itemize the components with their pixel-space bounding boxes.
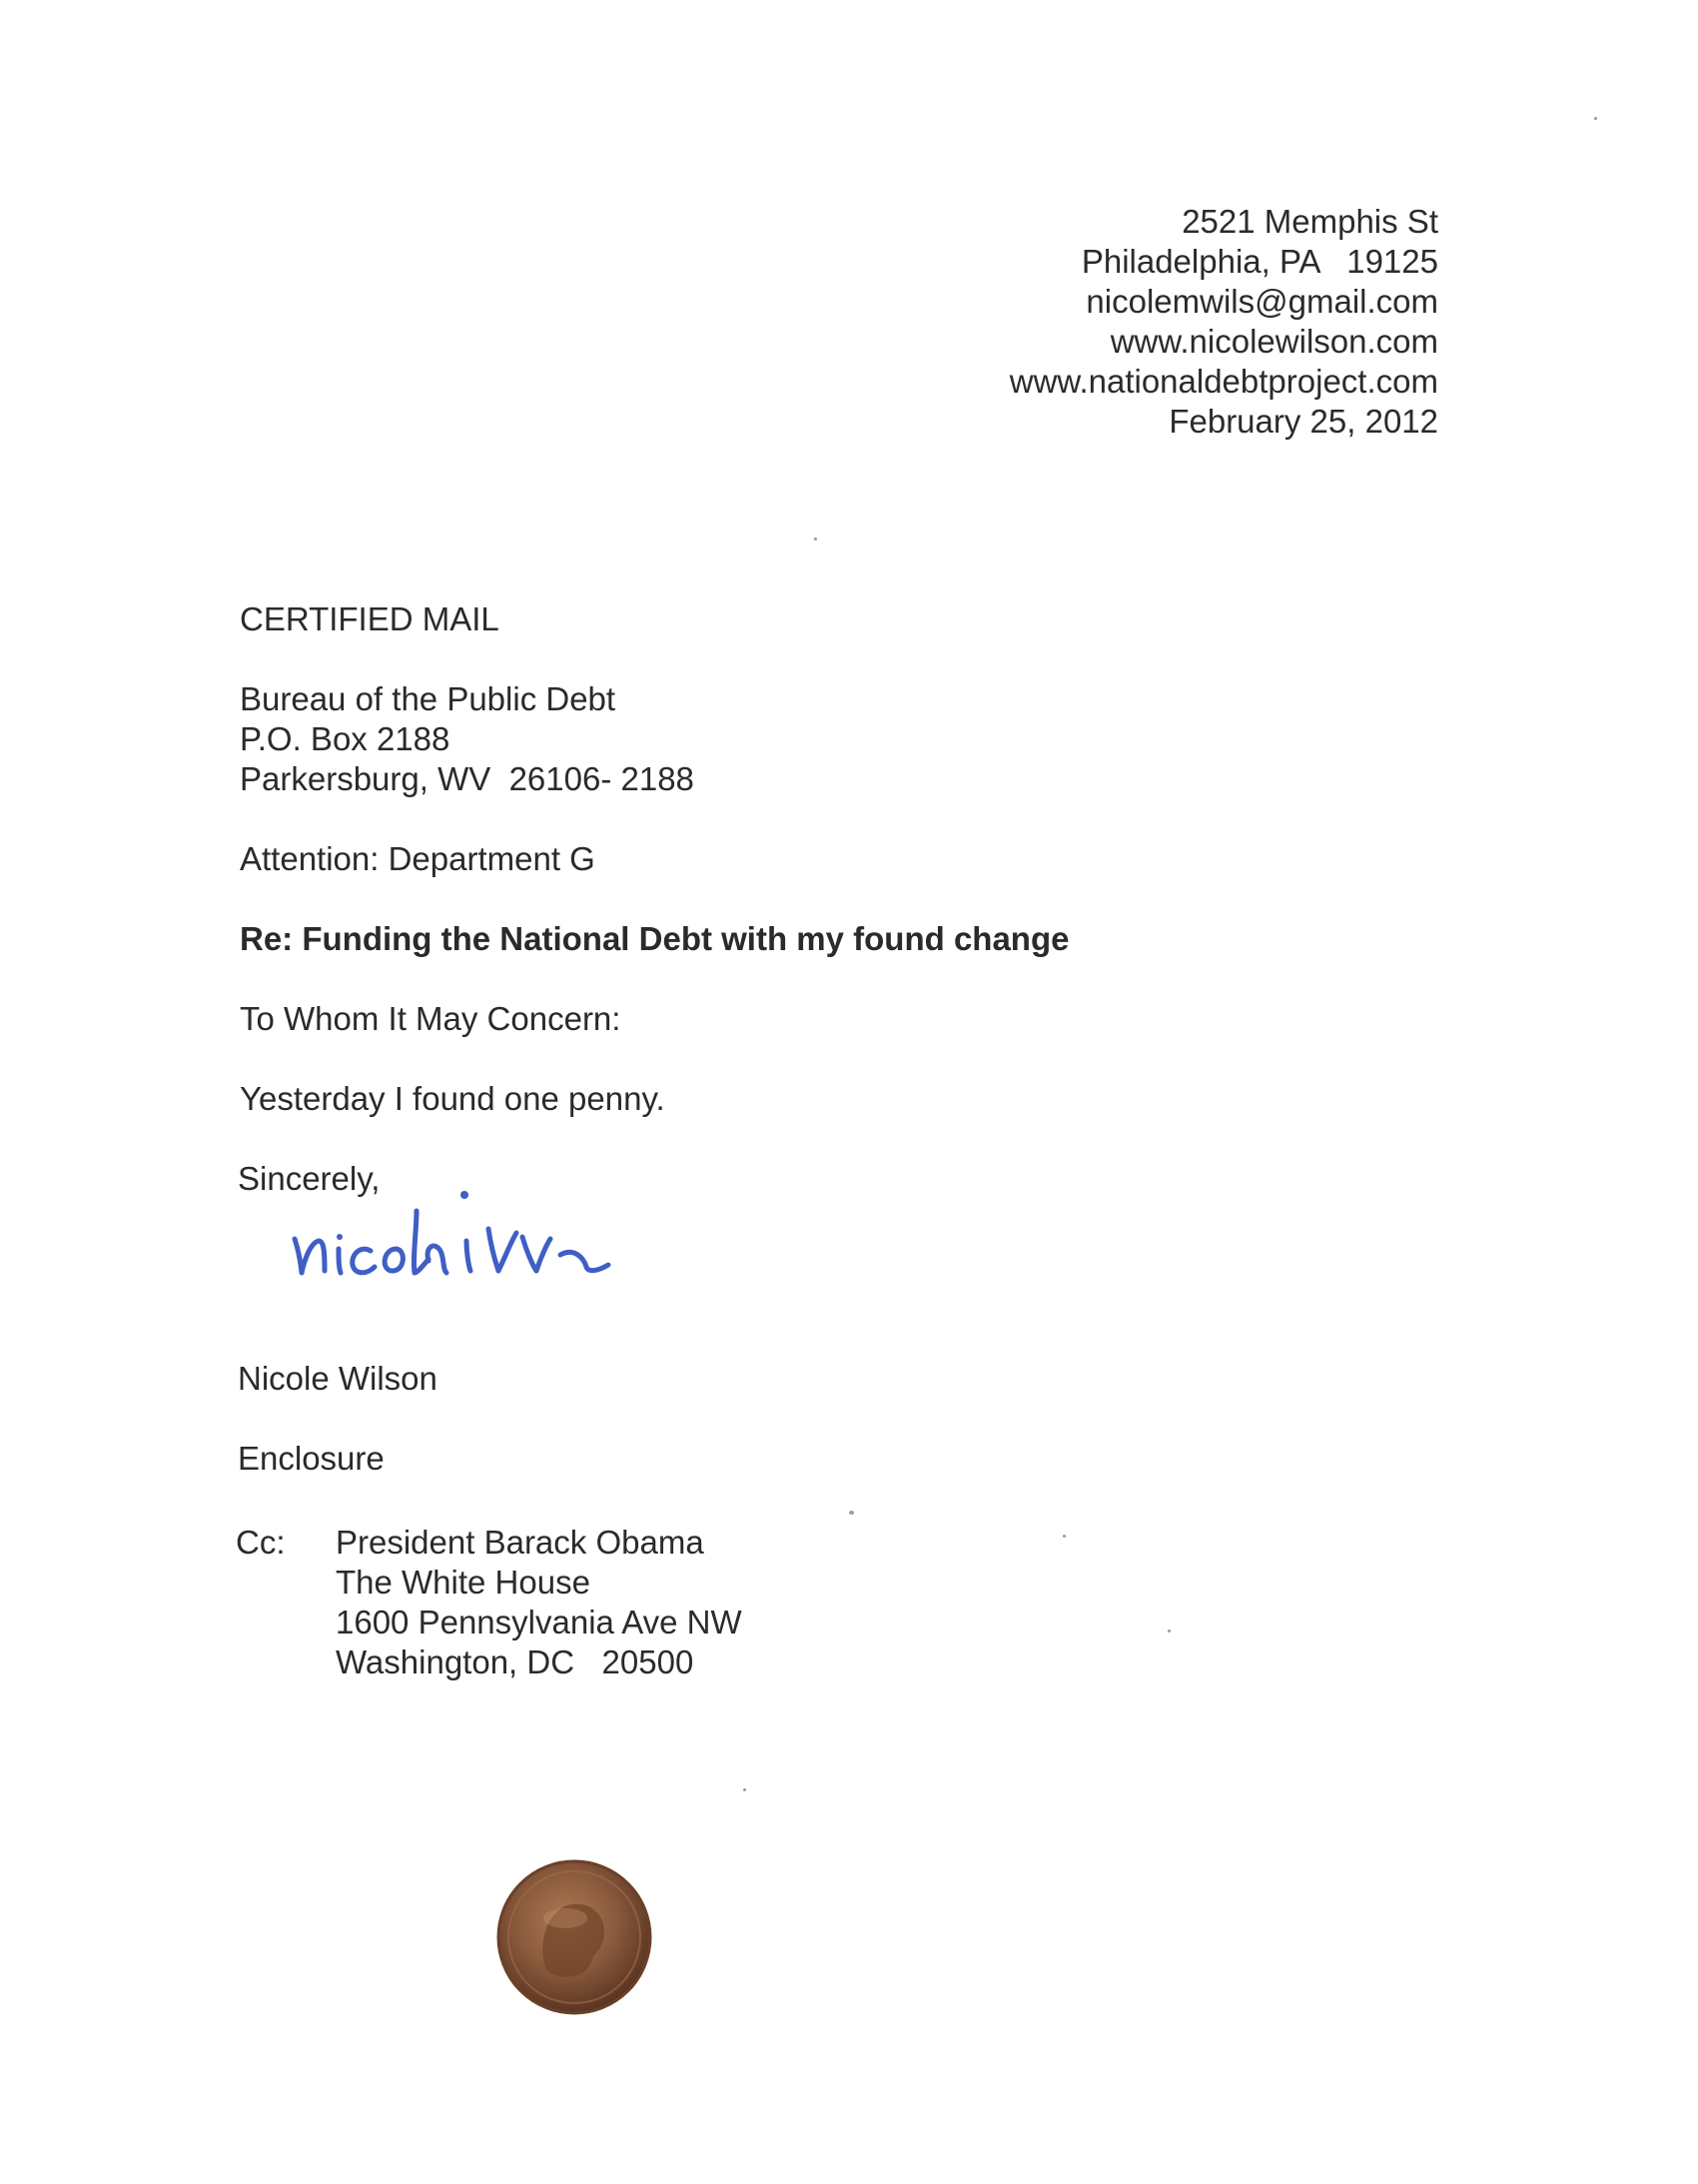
sender-email: nicolemwils@gmail.com: [1086, 283, 1438, 320]
paper-speck: [743, 1788, 746, 1791]
paper-speck: [814, 538, 817, 541]
paper-speck: [1594, 117, 1597, 120]
mail-type-label: CERTIFIED MAIL: [240, 600, 499, 637]
recipient-name: Bureau of the Public Debt: [240, 680, 616, 717]
cc-city-state-zip: Washington, DC 20500: [336, 1643, 694, 1680]
signer-name: Nicole Wilson: [238, 1360, 437, 1397]
cc-street: 1600 Pennsylvania Ave NW: [336, 1604, 742, 1640]
recipient-city-state-zip: Parkersburg, WV 26106- 2188: [240, 760, 694, 797]
cc-org: The White House: [336, 1564, 590, 1601]
subject-line: Re: Funding the National Debt with my found change: [240, 920, 1070, 957]
penny-coin-image: [495, 1858, 653, 2016]
sender-website-1: www.nicolewilson.com: [1110, 323, 1438, 360]
attention-line: Attention: Department G: [240, 840, 595, 877]
paper-speck: [849, 1511, 854, 1515]
paper-speck: [1063, 1535, 1066, 1538]
cc-label: Cc:: [236, 1524, 286, 1561]
cc-address-block: [336, 1523, 742, 1682]
letter-body: Yesterday I found one penny.: [240, 1080, 665, 1117]
closing: Sincerely,: [238, 1160, 381, 1197]
letter-date: February 25, 2012: [1169, 403, 1438, 440]
sender-street: 2521 Memphis St: [1182, 203, 1438, 240]
sender-city-state-zip: Philadelphia, PA 19125: [1081, 243, 1438, 280]
recipient-po-box: P.O. Box 2188: [240, 720, 450, 757]
salutation: To Whom It May Concern:: [240, 1000, 621, 1037]
enclosure-line: Enclosure: [238, 1440, 385, 1477]
sender-website-2: www.nationaldebtproject.com: [1009, 363, 1438, 400]
handwritten-signature: [285, 1181, 674, 1301]
recipient-address-block: [240, 679, 694, 799]
cc-name: President Barack Obama: [336, 1524, 704, 1561]
sender-address-block: [1010, 202, 1438, 442]
paper-speck: [1168, 1630, 1171, 1633]
